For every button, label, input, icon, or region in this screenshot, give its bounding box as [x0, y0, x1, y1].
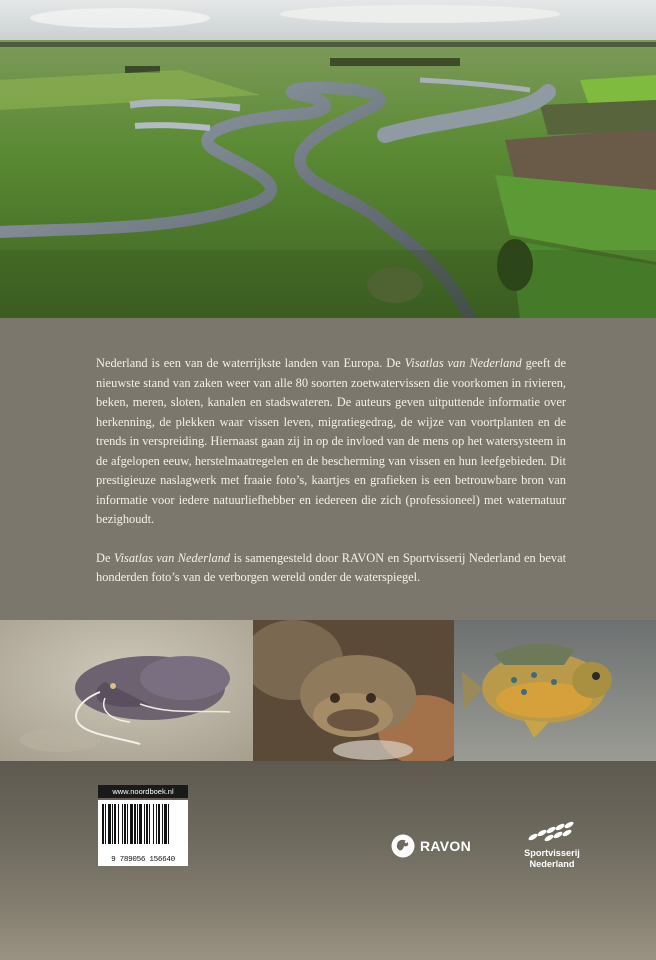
- description-panel: [0, 318, 656, 620]
- catfish-photo: [0, 620, 253, 761]
- barcode-bar: [112, 804, 113, 844]
- barcode-bar: [127, 804, 128, 844]
- barcode-bar: [139, 804, 142, 844]
- barcode-block: [98, 785, 188, 865]
- barcode-bar: [149, 804, 150, 844]
- barcode-bar: [105, 804, 106, 844]
- paragraph-text: De: [96, 550, 114, 565]
- barcode-bar: [158, 804, 160, 844]
- description-paragraph-2: [96, 549, 566, 588]
- bullhead-illustration: [253, 620, 454, 761]
- isbn-barcode: [98, 800, 188, 866]
- paragraph-text: is samengesteld door RAVON en Sportvisserij Nederland en bevat honderden foto’s van de verborgen wereld onder de waterspiegel.: [96, 550, 567, 584]
- barcode-bar: [130, 804, 133, 844]
- aerial-landscape-illustration: [0, 0, 656, 318]
- ravon-emblem-icon: [391, 834, 415, 858]
- barcode-bar: [118, 804, 119, 844]
- description-text: [96, 354, 566, 607]
- barcode-bars: [102, 804, 184, 852]
- fish-school-icon: [525, 821, 579, 843]
- sportvisserij-wordmark-line1: Sportvisserij: [524, 848, 580, 858]
- description-paragraph-1: [96, 354, 566, 530]
- pumpkinseed-illustration: [454, 620, 656, 761]
- barcode-bar: [164, 804, 167, 844]
- book-title-italic: Visatlas van Nederland: [113, 550, 231, 565]
- sportvisserij-wordmark-line2: Nederland: [529, 859, 575, 869]
- barcode-bar: [114, 804, 116, 844]
- book-title-italic: Visatlas van Nederland: [404, 356, 522, 370]
- barcode-bar: [153, 804, 154, 844]
- ravon-wordmark: RAVON: [420, 838, 472, 854]
- paragraph-text: geeft de nieuwste stand van zaken weer van alle 80 soorten zoetwatervissen die voorkomen in rivieren, beken, meren, sloten, kanalen en stadswateren. De auteurs geven uitputtende informatie over herkenning, de plekken waar vissen leven, migratiegedrag, de wijze van voortplanten en de trends in verspreiding. Hiernaast gaan zij in op de invloed van de mens op het watersysteem in de afgelopen eeuw, herstelmaatregelen en de bescherming van vissen en hun leefgebieden. Dit prestigieuze naslagwerk met fraaie foto’s, kaartjes en grafieken is een betrouwbare bron van informatie voor iedere natuurliefhebber en iedereen die zich (professioneel) met waternatuur bezighoudt.: [96, 356, 566, 526]
- barcode-bar: [108, 804, 111, 844]
- barcode-bar: [168, 804, 169, 844]
- catfish-illustration: [0, 620, 253, 761]
- barcode-bar: [137, 804, 138, 844]
- underwater-footer: [0, 761, 656, 960]
- barcode-bar: [162, 804, 163, 844]
- barcode-bar: [144, 804, 145, 844]
- aerial-landscape-photo: [0, 0, 656, 318]
- barcode-bar: [124, 804, 126, 844]
- isbn-number: 9 789056 156640: [111, 856, 175, 864]
- pumpkinseed-photo: [454, 620, 656, 761]
- barcode-bar: [122, 804, 123, 844]
- sportvisserij-logo: [512, 821, 592, 870]
- fish-photo-strip: [0, 620, 656, 761]
- barcode-bar: [156, 804, 157, 844]
- barcode-bar: [146, 804, 148, 844]
- barcode-bar: [102, 804, 104, 844]
- publisher-url: www.noordboek.nl: [98, 785, 188, 798]
- bullhead-photo: [253, 620, 454, 761]
- barcode-bar: [134, 804, 136, 844]
- paragraph-text: Nederland is een van de waterrijkste landen van Europa. De: [96, 356, 405, 370]
- ravon-logo: [391, 834, 471, 858]
